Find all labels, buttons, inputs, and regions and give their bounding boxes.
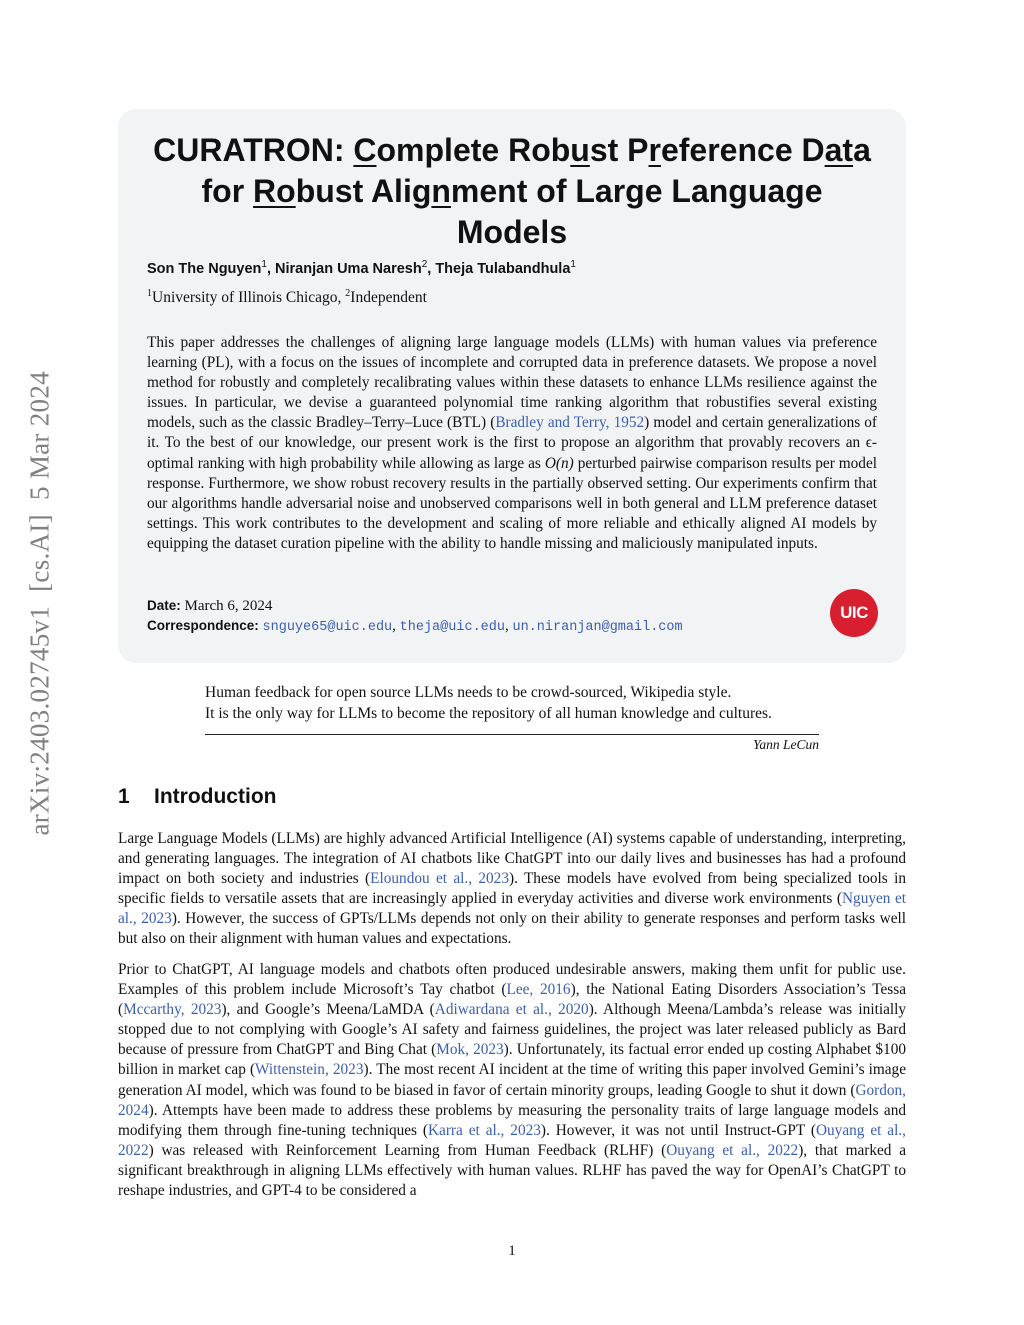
citation-link[interactable]: Lee, 2016 <box>506 981 571 999</box>
citation-link[interactable]: Nguyen et al., 2023 <box>118 890 906 928</box>
citation-link[interactable]: Wittenstein, 2023 <box>255 1061 364 1079</box>
quote-divider <box>205 734 819 735</box>
citation-link[interactable]: Gordon, 2024 <box>118 1081 906 1119</box>
intro-paragraph-1: Large Language Models (LLMs) are highly advanced Artificial Intelligence (AI) systems capable of understanding, interpreting, and generating languages. The integration of AI chatbots like ChatGPT into our daily lives and businesses has had a profound impact on both society and industries (Eloundou et al., 2023). These models have evolved from being specialized tools in specific fields to versatile assets that are increasingly applied in everyday activities and diverse work environments (Nguyen et al., 2023). However, the success of GPTs/LLMs depends not only on their ability to generate responses and perform tasks well but also on their alignment with human values and expectations. <box>118 830 907 948</box>
author-list: Son The Nguyen$^1$, Niranjan Uma Naresh$^2$, Theja Tulabandhula$^1$ <box>147 259 576 277</box>
correspondence-line: Correspondence: snguye65@uic.edu, theja@uic.edu, un.niranjan@gmail.com <box>147 618 683 635</box>
citation-link[interactable]: Eloundou et al., 2023 <box>370 870 509 888</box>
quote-author: Yann LeCun <box>753 737 819 752</box>
intro-paragraph-2: Prior to ChatGPT, AI language models and chatbots often produced undesirable answers, making them unfit for public use. Examples of this problem include Microsoft’s Tay chatbot (Lee, 2016), the National Eating Disorders Association’s Tessa (Mccarthy, 2023), and Google’s Meena/LaMDA (Adiwardana et al., 2020). Although Meena/Lambda’s release was initially stopped due to not complying with Google’s AI safety and fairness guidelines, the project was later released publicly as Bard because of pressure from ChatGPT and Bing Chat (Mok, 2023). Unfortunately, its factual error ended up costing Alphabet $100 billion in market cap (Wittenstein, 2023). The most recent AI incident at the time of writing this paper involved Gemini’s image generation AI model, which was found to be biased in favor of certain minority groups, leading Google to shut it down (Gordon, 2024). Attempts have been made to address these problems by measuring the personality traits of large language models and modifying them through fine-tuning techniques (Karra et al., 2023). However, it was not until Instruct-GPT (Ouyang et al., 2022) was released with Reinforcement Learning from Human Feedback (RLHF) (Ouyang et al., 2022), that marked a significant breakthrough in aligning LLMs effectively with human values. RLHF has paved the way for OpenAI’s ChatGPT to reshape industries, and GPT-4 to be considered a <box>118 961 907 1200</box>
author-name: Son The Nguyen <box>147 260 262 277</box>
citation-link[interactable]: Karra et al., 2023 <box>428 1121 541 1139</box>
title-line-2: for Robust Alignment of Large Language <box>201 173 823 209</box>
citation-link[interactable]: Mccarthy, 2023 <box>123 1001 222 1019</box>
citation-link[interactable]: Ouyang et al., 2022 <box>118 1121 906 1159</box>
date-line: Date: March 6, 2024 <box>147 598 273 614</box>
title-line-1: CURATRON: Complete Robust Preference Data <box>153 132 871 168</box>
uic-logo: UIC <box>830 589 878 637</box>
arxiv-category: [cs.AI] <box>24 514 55 592</box>
email-link[interactable]: un.niranjan@gmail.com <box>512 620 683 635</box>
arxiv-date: 5 Mar 2024 <box>24 371 55 501</box>
page-number: 1 <box>508 1243 516 1259</box>
paper-title <box>118 130 906 253</box>
author-name: Theja Tulabandhula <box>435 260 571 277</box>
citation-link[interactable]: Mok, 2023 <box>436 1041 504 1059</box>
section-heading: 1 Introduction <box>118 785 277 808</box>
arxiv-side-stamp <box>24 371 56 836</box>
author-name: Niranjan Uma Naresh <box>275 260 422 277</box>
email-link[interactable]: snguye65@uic.edu <box>262 620 393 635</box>
citation-link[interactable]: Adiwardana et al., 2020 <box>434 1001 589 1019</box>
epigraph-quote: Human feedback for open source LLMs needs to be crowd-sourced, Wikipedia style. It is the only way for LLMs to become the repository of all human knowledge and cultures. <box>205 684 772 722</box>
email-link[interactable]: theja@uic.edu <box>399 620 505 635</box>
affiliations: $^1$University of Illinois Chicago, $^2$Independent <box>147 288 427 307</box>
citation-link[interactable]: Bradley and Terry, 1952 <box>495 414 645 432</box>
citation-link[interactable]: Ouyang et al., 2022 <box>666 1141 799 1159</box>
abstract: This paper addresses the challenges of aligning large language models (LLMs) with human values via preference learning (PL), with a focus on the issues of incomplete and corrupted data in preference datasets. We propose a novel method for robustly and completely recalibrating values within these datasets to enhance LLMs resilience against the issues. In particular, we devise a guaranteed polynomial time ranking algorithm that robustifies several existing models, such as the classic Bradley–Terry–Luce (BTL) (Bradley and Terry, 1952) model and certain generalizations of it. To the best of our knowledge, our present work is the first to propose an algorithm that provably recovers an ϵ-optimal ranking with high probability while allowing as large as O(n) perturbed pairwise comparison results per model response. Furthermore, we show robust recovery results in the partially observed setting. Our experiments confirm that our algorithms handle adversarial noise and unobserved comparisons well in both general and LLM preference dataset settings. This work contributes to the development and scaling of more reliable and ethically aligned AI models by equipping the dataset curation pipeline with the ability to handle missing and maliciously manipulated inputs. <box>147 334 878 552</box>
title-line-3: Models <box>456 214 568 250</box>
arxiv-id: arXiv:2403.02745v1 <box>24 605 55 836</box>
